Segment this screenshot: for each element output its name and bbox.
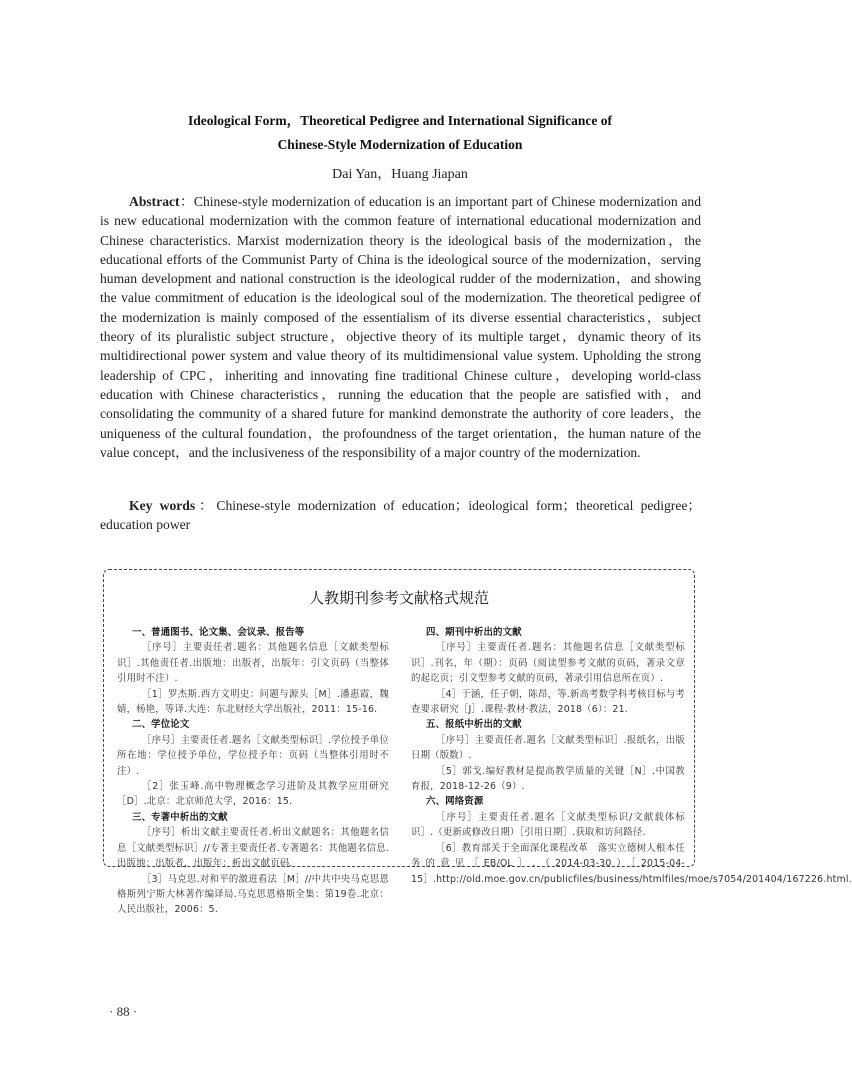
abstract-text: ：Chinese-style modernization of education is an important part of Chinese modernization and is new educational modernization with the common feature of international educational modernization and Chinese characteristics. Marxist modernization theory is the ideological basis of the modernization，the educational efforts of the Communist Party of China is the ideological source of the modernization，serving human development and national construction is the ideological rudder of the modernization，and showing the value commitment of education is the ideological soul of the modernization. The theoretical pedigree of the modernization is mainly composed of the essentialism of its diverse essential characteristics，subject theory of its pluralistic subject structure，objective theory of its multiple target，dynamic theory of its multidirectional power system and value theory of its multidimensional value system. Upholding the strong leadership of CPC，inheriting and innovating fine traditional Chinese culture，developing world-class education with Chinese characteristics，running the education that the people are satisfied with，and consolidating the community of a shared future for mankind demonstrate the authority of core leaders，the uniqueness of the cultural foundation，the profoundness of the target orientation，the human nature of the value concept，and the inclusiveness of the responsibility of a major country of the modernization. (100, 194, 701, 460)
article-title-line-2: Chinese-Style Modernization of Education (277, 137, 523, 152)
reference-section-heading: 五、报纸中析出的文献 (426, 719, 522, 731)
reference-section-heading: 一、普通图书、论文集、会议录、报告等 (132, 627, 305, 638)
page-number: · 88 · (109, 1004, 138, 1019)
reference-box-title: 人教期刊参考文献格式规范 (308, 589, 489, 607)
article-authors: Dai Yan，Huang Jiapan (332, 167, 468, 182)
keywords-label: Key words (129, 498, 196, 513)
reference-section-heading: 六、网络资源 (426, 796, 484, 808)
reference-section-heading: 四、期刊中析出的文献 (426, 627, 522, 638)
reference-paragraph: ［6］教育部关于全面深化课程改革 落实立德树人根本任务的意见［EB/OL］.（2014-03-30）［2015-04-15］.http://old.moe.gov.cn/publicfiles/business/htmlfiles/moe/s7054/201404/167226.html. (411, 842, 852, 885)
reference-section-heading: 三、专著中析出的文献 (132, 811, 228, 823)
article-title (100, 109, 700, 157)
reference-paragraph: ［序号］析出文献主要责任者.析出文献题名：其他题名信息［文献类型标识］//专著主要责任者.专著题名：其他题名信息.出版地：出版者，出版年：析出文献页码. (117, 827, 389, 870)
reference-paragraph: ［3］马克思.对和平的激进看法［M］//中共中央马克思恩格斯列宁斯大林著作编译局.马克思恩格斯全集：第19卷.北京：人民出版社，2006：5. (117, 873, 389, 916)
reference-paragraph: ［4］于涵，任子朝，陈昂，等.新高考数学科考核目标与考查要求研究［J］.课程·教材·教法，2018（6）：21. (411, 688, 685, 716)
reference-paragraph: ［序号］主要责任者.题名［文献类型标识］.学位授予单位所在地：学位授予单位，学位授予年：页码（当整体引用时不注）. (117, 734, 389, 777)
reference-paragraph: ［序号］主要责任者.题名［文献类型标识/文献载体标识］.（更新或修改日期）［引用日期］.获取和访问路径. (411, 811, 685, 839)
abstract-label: Abstract (129, 194, 180, 209)
article-title-line-1: Ideological Form，Theoretical Pedigree and International Significance of (188, 113, 612, 128)
abstract-paragraph (100, 192, 701, 462)
keywords-paragraph (100, 496, 701, 535)
reference-paragraph: ［2］张玉峰.高中物理概念学习进阶及其教学应用研究［D］.北京：北京师范大学，2016：15. (117, 781, 389, 808)
reference-paragraph: ［序号］主要责任者.题名［文献类型标识］.报纸名，出版日期（版数）. (411, 734, 685, 762)
keywords-text: ：Chinese-style modernization of education；ideological form；theoretical pedigree；education power (100, 498, 701, 533)
reference-format-box (103, 569, 852, 916)
reference-paragraph: ［1］罗杰斯.西方文明史：问题与源头［M］.潘惠霞，魏婧，杨艳，等译.大连：东北财经大学出版社，2011：15-16. (117, 688, 389, 716)
reference-right-column (411, 625, 852, 887)
reference-left-column (117, 625, 389, 918)
reference-paragraph: ［5］郭戈.编好教材是提高教学质量的关键［N］.中国教育报，2018-12-26（9）. (411, 765, 685, 793)
reference-paragraph: ［序号］主要责任者.题名：其他题名信息［文献类型标识］.其他责任者.出版地：出版者，出版年：引文页码（当整体引用时不注）. (117, 642, 389, 685)
reference-paragraph: ［序号］主要责任者.题名：其他题名信息［文献类型标识］.刊名，年（期）：页码（阅读型参考文献的页码，著录文章的起讫页；引文型参考文献的页码，著录引用信息所在页）. (411, 642, 685, 685)
reference-section-heading: 二、学位论文 (132, 719, 190, 731)
